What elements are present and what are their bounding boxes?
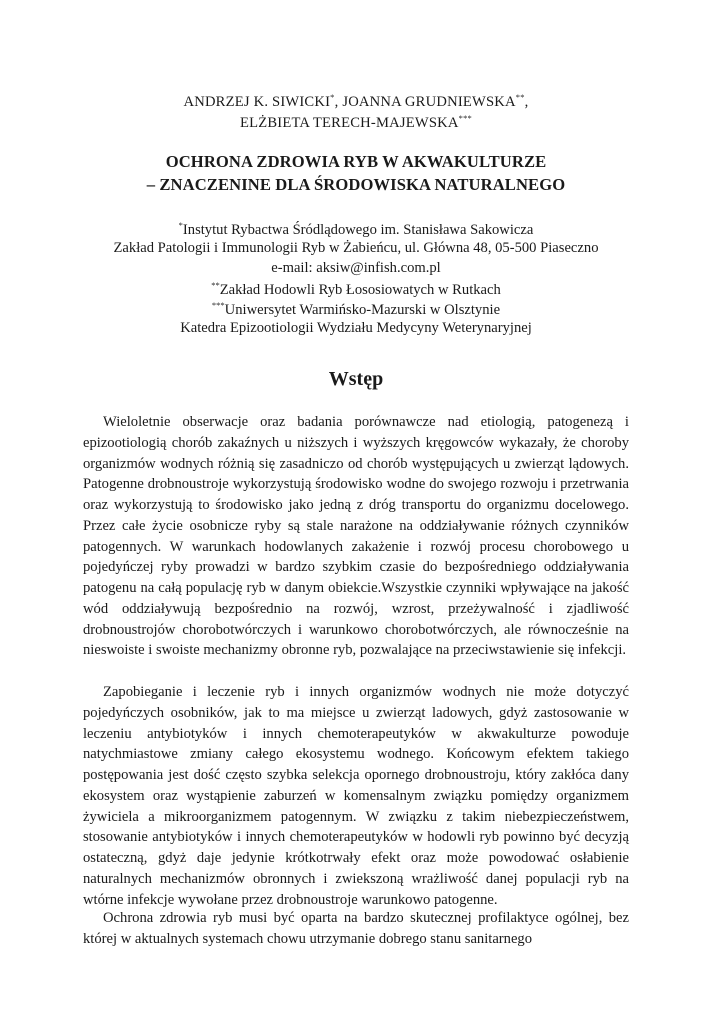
author-name-2: JOANNA GRUDNIEWSKA: [342, 94, 516, 110]
affiliation-line-6: Katedra Epizootiologii Wydziału Medycyny Weterynaryjnej: [180, 320, 532, 336]
body-paragraph-2: Zapobieganie i leczenie ryb i innych organizmów wodnych nie może dotyczyć pojedyńczych osobników, jak to ma miejsce u zwierząt ladowych, gdyż zastosowanie w leczeniu antybiotyków i innych chemoterapeutyków w akwakulturze powoduje natychmiastowe zmiany całego ekosystemu wodnego. Końcowym efektem takiego postępowania jest dość często szybka selekcja opornego drobnoustroju, który zakłóca dany ekosystem oraz wystąpienie zaburzeń w komensalnym związku pomiędzy organizmem żywiciela a mikroorganizmem patogennym. W związku z takim niebezpieczeństwem, stosowanie antybiotyków i innych chemoterapeutyków w hodowli ryb powinno być decyzją ostateczną, gdyż daje jedynie krótkotrwały efekt oraz może powodować osłabienie naturalnych mechanizmów obronnych i zwiekszoną wrażliwość danej populacji ryb na wtórne infekcje wywołane przez drobnoustroje warunkowo patogenne.: [83, 684, 629, 908]
author-mark-3: ***: [458, 113, 472, 123]
author-name-3: ELŻBIETA TERECH-MAJEWSKA: [240, 115, 459, 131]
affiliation-email: e-mail: aksiw@infish.com.pl: [271, 260, 441, 276]
author-mark-1: *: [330, 92, 335, 102]
author-name-1: ANDRZEJ K. SIWICKI: [183, 94, 331, 110]
affiliation-line-1: [0, 220, 712, 239]
affiliation-text-1: Instytut Rybactwa Śródlądowego im. Stanisława Sakowicza: [182, 222, 534, 238]
author-mark-2: **: [515, 92, 525, 102]
affiliation-line-5: [0, 300, 712, 319]
author-separator: ,: [334, 94, 343, 110]
affiliation-mark-1: *: [178, 220, 183, 230]
body-paragraph-3: Ochrona zdrowia ryb musi być oparta na bardzo skutecznej profilaktyce ogólnej, bez której w aktualnych systemach chowu utrzymanie dobrego stanu sanitarnego: [83, 910, 629, 947]
affiliation-text-5: Uniwersytet Warmińsko-Mazurski w Olsztynie: [224, 302, 501, 318]
affiliation-mark-3: ***: [211, 300, 225, 310]
author-line-1-trail: ,: [524, 94, 529, 110]
affiliation-line-2: Zakład Patologii i Immunologii Ryb w Żabieńcu, ul. Główna 48, 05-500 Piaseczno: [113, 240, 599, 256]
body-paragraph-1: Wieloletnie obserwacje oraz badania porównawcze nad etiologią, patogenezą i epizootiologią chorób zakaźnych u niższych i wyższych kręgowców wykazały, że choroby organizmów wodnych różnią się zasadniczo od chorób występujących u zwierząt lądowych. Patogenne drobnoustroje wykorzystują środowisko wodne do swojego rozwoju i przetrwania oraz wykorzystują to środowisko jako jedną z dróg transportu do organizmu docelowego. Przez całe życie osobnicze ryby są stale narażone na oddziaływanie różnych czynników patogennych. W warunkach hodowlanych zakażenie i rozwój procesu chorobowego u pojedyńczej ryby prowadzi w bardzo szybkim czasie do bezpośredniego oddziaływania patogenu na całą populację ryb w danym obiekcie.Wszystkie czynniki wpływające na jakość wód oddziaływują bezpośrednio na rozwój, wzrost, przeżywalność i zjadliwość drobnoustrojów chorobotwórczych i warunkowo chorobotwórczych, ale równocześnie na nieswoiste i swoiste mechanizmy obronne ryb, pozwalające na przeciwstawienie się infekcji.: [83, 414, 629, 659]
affiliation-line-4: [0, 280, 712, 299]
affiliation-text-4: Zakład Hodowli Ryb Łososiowatych w Rutkach: [219, 282, 501, 298]
affiliation-mark-2: **: [211, 280, 220, 290]
paper-title-line-2: – ZNACZENINE DLA ŚRODOWISKA NATURALNEGO: [146, 175, 566, 194]
paper-title-line-1: OCHRONA ZDROWIA RYB W AKWAKULTURZE: [165, 152, 547, 171]
author-line-2: [0, 113, 712, 132]
author-line-1: [0, 92, 712, 111]
section-heading: Wstęp: [328, 368, 384, 390]
